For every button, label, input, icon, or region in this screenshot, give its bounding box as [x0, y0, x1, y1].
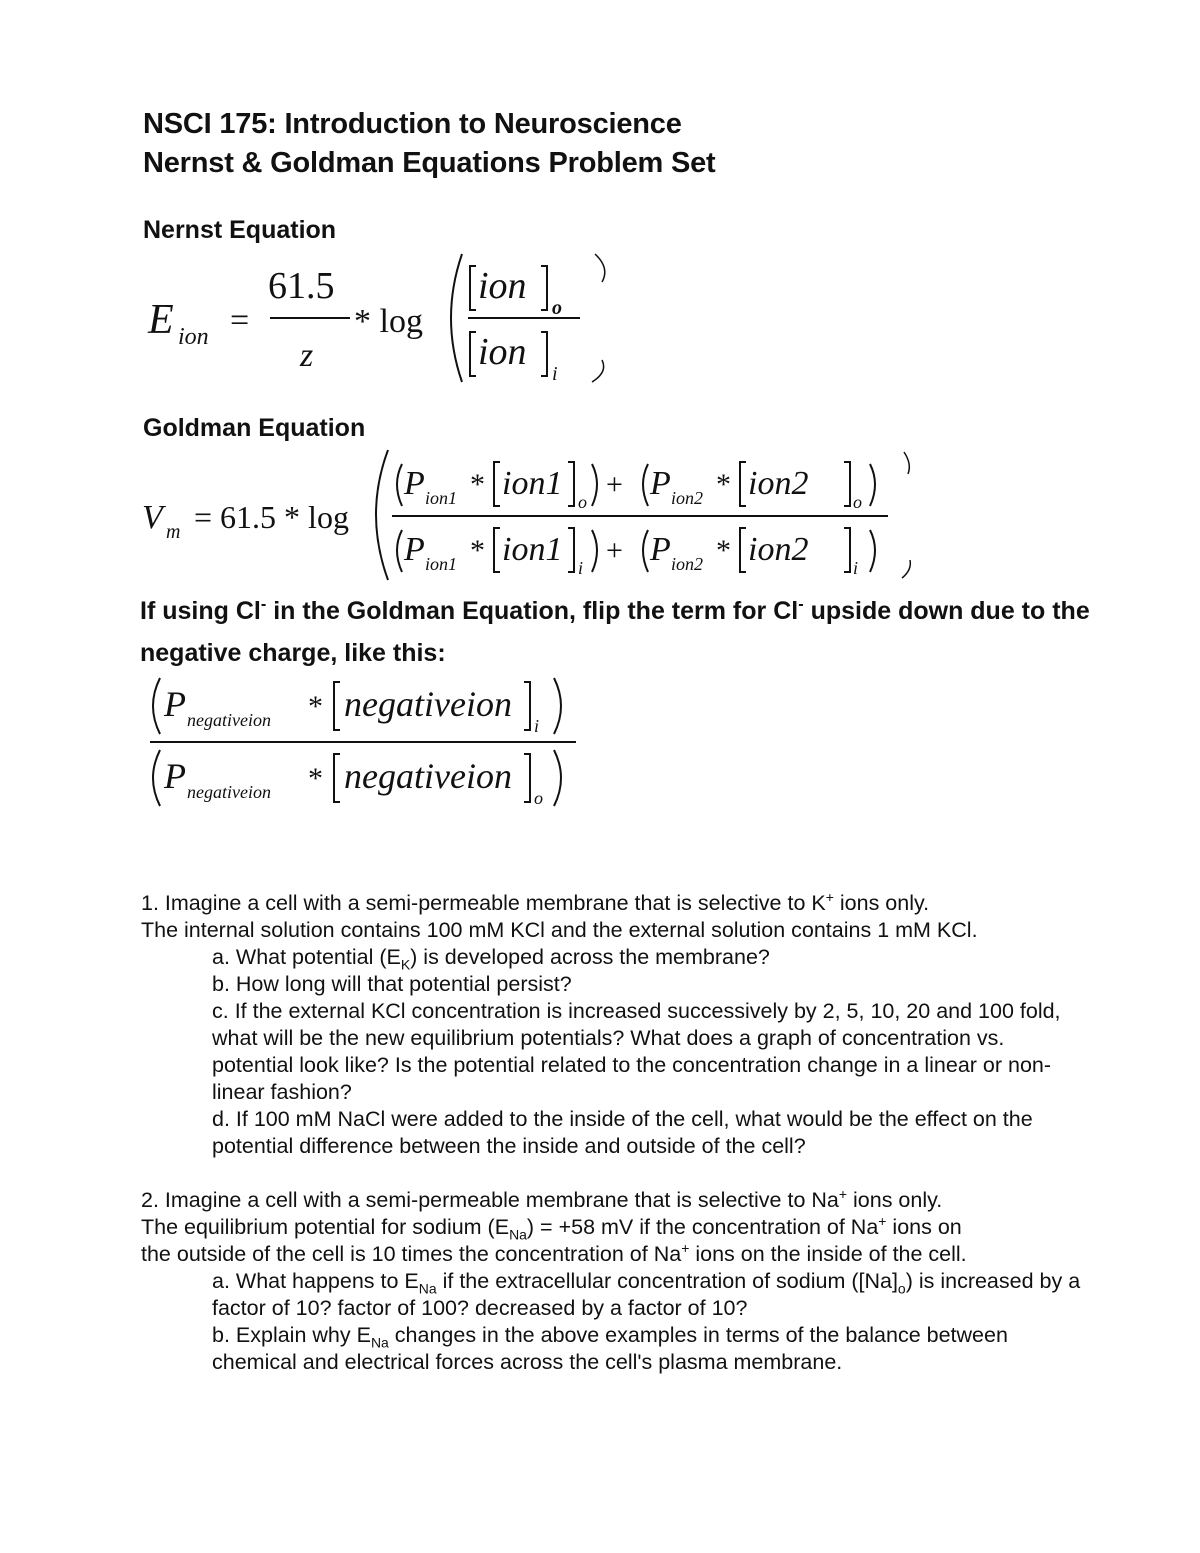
- note-part3: upside down due to the negative charge, like this:: [140, 597, 1090, 667]
- problem-2-line2: [141, 1214, 1081, 1241]
- goldman-den-plus: +: [606, 534, 623, 567]
- goldman-num-star1: *: [470, 468, 485, 501]
- problem-1-intro: [141, 890, 1081, 917]
- p2b-sub: Na: [370, 1334, 389, 1351]
- flip-den-conc: negativeion: [344, 756, 512, 796]
- goldman-den-star2: *: [716, 534, 731, 567]
- goldman-den-p1-sub: ion1: [425, 554, 458, 574]
- problem-1b: b. How long will that potential persist?: [212, 972, 572, 996]
- goldman-heading: Goldman Equation: [143, 414, 366, 442]
- p2-l2-b: ) = +58 mV if the concentration of Na: [526, 1215, 879, 1239]
- problem-1-intro-line2: The internal solution contains 100 mM KCl and the external solution contains 1 mM KCl.: [141, 918, 978, 942]
- note-part1: If using Cl: [140, 597, 261, 625]
- goldman-lhs: V: [142, 499, 163, 536]
- p2a-pre: a. What happens to E: [212, 1269, 419, 1293]
- p2-l3-b: ions on the inside of the cell.: [689, 1242, 967, 1266]
- p1-intro-b: ions only.: [833, 891, 930, 915]
- goldman-num-ion2: ion2: [748, 465, 809, 502]
- goldman-den-p1: P: [404, 531, 425, 568]
- nernst-numerator: 61.5: [268, 265, 335, 307]
- nernst-heading: Nernst Equation: [143, 216, 337, 244]
- nernst-den-sub: i: [552, 363, 558, 385]
- p1a-post: ) is developed across the membrane?: [410, 945, 770, 969]
- problem-1d: d. If 100 mM NaCl were added to the inside of the cell, what would be the effect on the potential difference between the inside and outside of the cell?: [212, 1107, 1033, 1158]
- goldman-lhs-sub: m: [166, 521, 181, 543]
- p2a-sub: Na: [418, 1280, 437, 1297]
- course-title: NSCI 175: Introduction to Neuroscience: [143, 108, 682, 140]
- goldman-den-p2: P: [650, 531, 671, 568]
- nernst-lhs-sub: ion: [178, 324, 209, 350]
- goldman-den-i2: i: [853, 558, 859, 578]
- nernst-lhs: E: [148, 297, 174, 343]
- p2a-sub2: o: [897, 1280, 906, 1297]
- flip-num-p: P: [164, 684, 186, 724]
- problem-2-line3: [141, 1241, 1081, 1268]
- goldman-equation: [140, 444, 930, 586]
- nernst-num-conc: ion: [478, 265, 527, 307]
- problem-2b: [141, 1322, 1081, 1376]
- chloride-note: [140, 590, 1100, 674]
- goldman-num-p1-sub: ion1: [425, 488, 458, 508]
- p2-intro-b: ions only.: [847, 1188, 943, 1212]
- goldman-num-plus: +: [606, 468, 623, 501]
- p1a-pre: a. What potential (E: [212, 945, 401, 969]
- flip-num-conc: negativeion: [344, 684, 512, 724]
- nernst-times-log: * log: [354, 303, 423, 340]
- nernst-equation: [140, 248, 620, 388]
- problem-set-title: Nernst & Goldman Equations Problem Set: [143, 147, 716, 179]
- nernst-equals: =: [230, 302, 250, 339]
- goldman-num-p2-sub: ion2: [671, 488, 704, 508]
- p1-intro-a: 1. Imagine a cell with a semi-permeable membrane that is selective to K: [141, 891, 826, 915]
- nernst-den-conc: ion: [478, 331, 527, 373]
- nernst-num-sub: o: [552, 297, 562, 319]
- p2-l3-sup: +: [681, 1239, 690, 1256]
- problem-2-intro: [141, 1187, 1081, 1214]
- p1-intro-sup: +: [825, 888, 834, 905]
- problem-1: [141, 890, 1081, 1160]
- p2a-mid: if the extracellular concentration of sodium ([Na]: [436, 1269, 898, 1293]
- flipped-term-equation: [140, 672, 590, 812]
- goldman-num-o2: o: [853, 492, 862, 512]
- goldman-den-p2-sub: ion2: [671, 554, 704, 574]
- nernst-denominator: z: [300, 337, 314, 374]
- problem-list: [141, 890, 1081, 1403]
- problem-1a: [141, 944, 1081, 971]
- p2-l3-a: the outside of the cell is 10 times the concentration of Na: [141, 1242, 682, 1266]
- p2-l2-a: The equilibrium potential for sodium (E: [141, 1215, 510, 1239]
- p2-intro-sup: +: [838, 1185, 848, 1202]
- goldman-num-p2: P: [650, 465, 671, 502]
- flip-den-p-sub: negativeion: [187, 782, 271, 802]
- p2-l2-sub: Na: [509, 1226, 527, 1243]
- p2b-pre: b. Explain why E: [212, 1323, 371, 1347]
- flip-num-sub: i: [534, 716, 540, 736]
- goldman-den-i1: i: [578, 558, 584, 578]
- flip-den-p: P: [164, 756, 186, 796]
- note-sup2: -: [798, 595, 804, 614]
- p1a-sub: K: [400, 956, 411, 973]
- p2-l2-sup: +: [878, 1212, 887, 1229]
- p2-intro-a: 2. Imagine a cell with a semi-permeable membrane that is selective to Na: [141, 1188, 839, 1212]
- problem-2: [141, 1187, 1081, 1376]
- goldman-num-o1: o: [578, 492, 587, 512]
- p2a-post: ) is increased by a factor of 10? factor of 100? decreased by a factor of 10?: [212, 1269, 1081, 1320]
- note-part2: in the Goldman Equation, flip the term for Cl: [266, 597, 799, 625]
- goldman-den-ion1: ion1: [502, 531, 563, 568]
- goldman-num-star2: *: [716, 468, 731, 501]
- flip-den-sub: o: [534, 788, 543, 808]
- p2b-post: changes in the above examples in terms of the balance between chemical and electrical forces across the cell's plasma membrane.: [212, 1323, 1008, 1374]
- goldman-num-p1: P: [404, 465, 425, 502]
- goldman-num-ion1: ion1: [502, 465, 563, 502]
- problem-2a: [141, 1268, 1081, 1322]
- goldman-den-star1: *: [470, 534, 485, 567]
- note-sup1: -: [260, 595, 267, 614]
- flip-num-p-sub: negativeion: [187, 710, 271, 730]
- goldman-prefix: = 61.5 * log: [194, 499, 349, 535]
- flip-den-star: *: [308, 762, 323, 795]
- problem-1c: c. If the external KCl concentration is increased successively by 2, 5, 10, 20 and 100 fold, what will be the new equilibrium potentials? What does a graph of concentration vs. potential look like? Is the potential related to the concentration change in a linear or non-linear fashion?: [212, 999, 1061, 1104]
- goldman-den-ion2: ion2: [748, 531, 809, 568]
- p2-l2-c: ions on: [886, 1215, 962, 1239]
- flip-num-star: *: [308, 690, 323, 723]
